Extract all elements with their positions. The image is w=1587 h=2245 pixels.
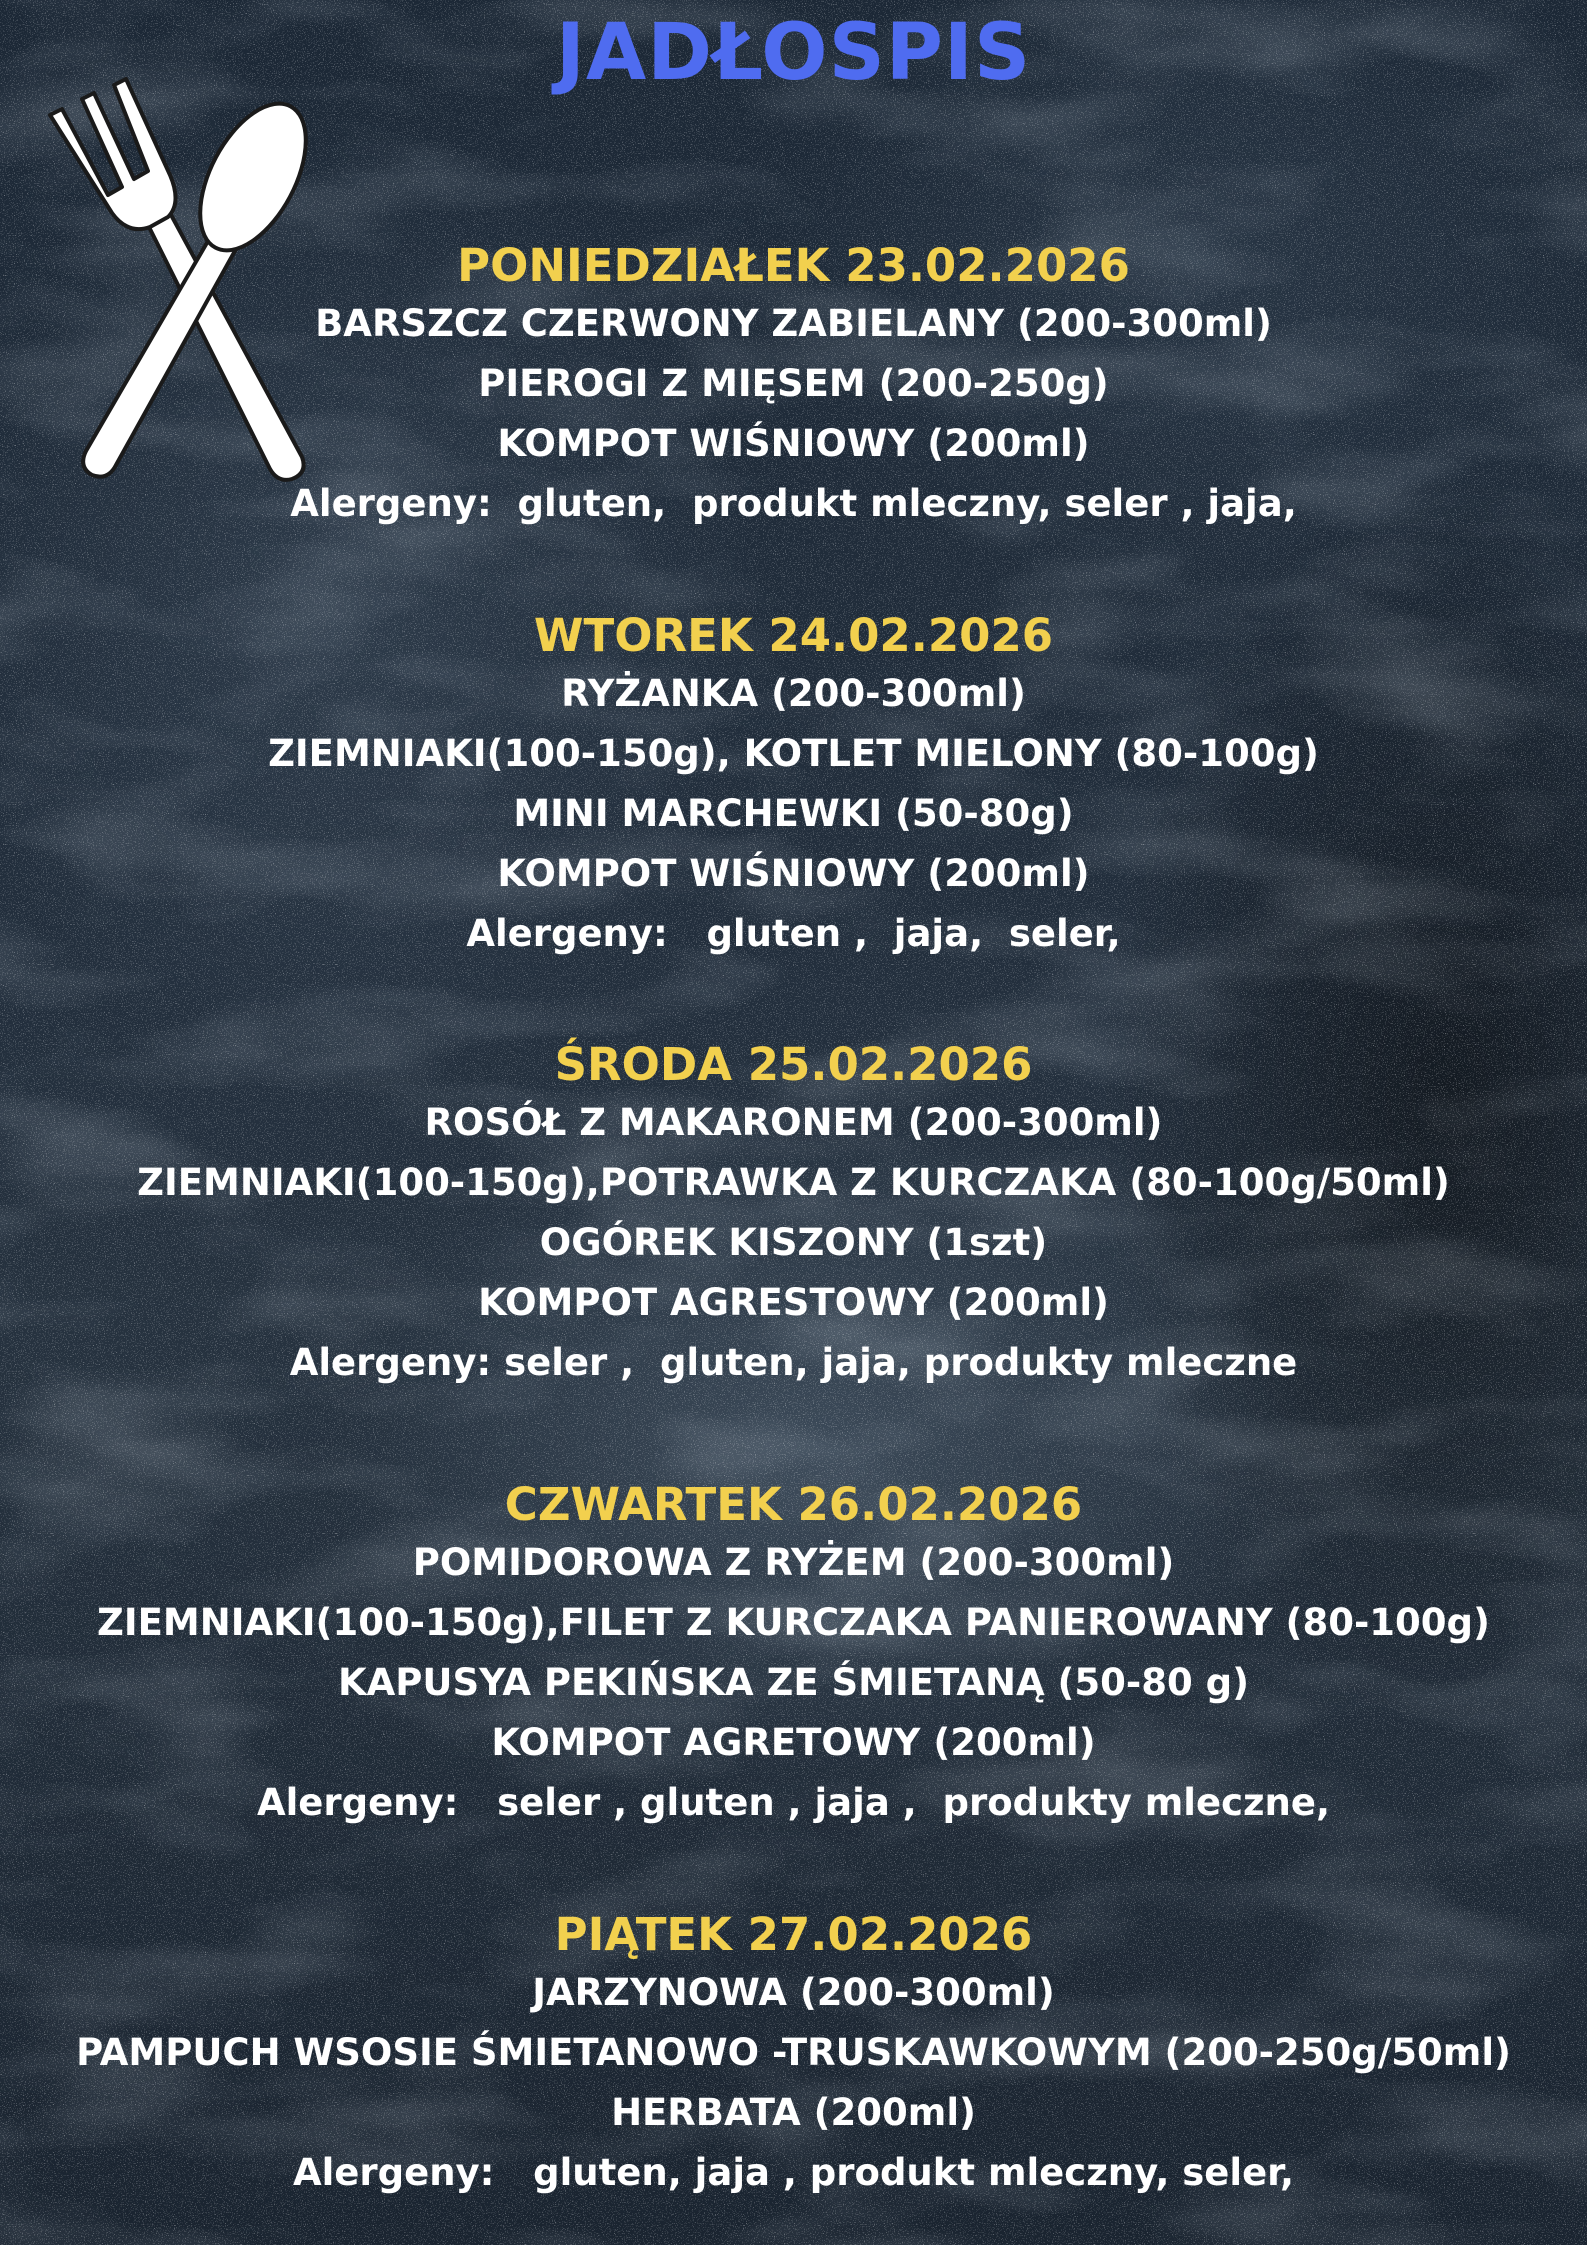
allergens-line: Alergeny: seler , gluten , jaja , produkty mleczne, bbox=[256, 1781, 1331, 1824]
dish-item: ROSÓŁ Z MAKARONEM (200-300ml) bbox=[424, 1101, 1163, 1144]
dish-item: ZIEMNIAKI(100-150g), KOTLET MIELONY (80-100g) bbox=[268, 732, 1319, 775]
dish-item: HERBATA (200ml) bbox=[611, 2091, 976, 2134]
allergens-line: Alergeny: gluten, jaja , produkt mleczny, seler, bbox=[292, 2151, 1295, 2194]
allergens-line: Alergeny: gluten , jaja, seler, bbox=[466, 912, 1121, 955]
dish-item: OGÓREK KISZONY (1szt) bbox=[539, 1221, 1048, 1264]
page-title: JADŁOSPIS bbox=[555, 8, 1032, 98]
day-heading: PIĄTEK 27.02.2026 bbox=[554, 1908, 1033, 1961]
dish-item: KOMPOT WIŚNIOWY (200ml) bbox=[497, 852, 1090, 895]
day-heading: PONIEDZIAŁEK 23.02.2026 bbox=[457, 239, 1130, 292]
allergens-line: Alergeny: seler , gluten, jaja, produkty mleczne bbox=[289, 1341, 1298, 1384]
day-heading: CZWARTEK 26.02.2026 bbox=[504, 1478, 1083, 1531]
dish-item: MINI MARCHEWKI (50-80g) bbox=[513, 792, 1074, 835]
dish-item: KOMPOT AGRESTOWY (200ml) bbox=[478, 1281, 1109, 1324]
dish-item: JARZYNOWA (200-300ml) bbox=[532, 1971, 1055, 2014]
day-section-wednesday bbox=[0, 1037, 1587, 1393]
dish-item: KOMPOT AGRETOWY (200ml) bbox=[491, 1721, 1096, 1764]
allergens-line: Alergeny: gluten, produkt mleczny, seler , jaja, bbox=[290, 482, 1297, 525]
dish-item: BARSZCZ CZERWONY ZABIELANY (200-300ml) bbox=[315, 302, 1272, 345]
day-section-thursday bbox=[0, 1477, 1587, 1833]
day-section-monday bbox=[0, 238, 1587, 534]
dish-item: RYŻANKA (200-300ml) bbox=[561, 672, 1026, 715]
dish-item: ZIEMNIAKI(100-150g),FILET Z KURCZAKA PANIEROWANY (80-100g) bbox=[97, 1601, 1490, 1644]
day-heading: WTOREK 24.02.2026 bbox=[533, 609, 1054, 662]
dish-item: ZIEMNIAKI(100-150g),POTRAWKA Z KURCZAKA (80-100g/50ml) bbox=[137, 1161, 1450, 1204]
dish-item: PIEROGI Z MIĘSEM (200-250g) bbox=[478, 362, 1109, 405]
dish-item: KOMPOT WIŚNIOWY (200ml) bbox=[497, 422, 1090, 465]
dish-item: PAMPUCH WSOSIE ŚMIETANOWO -TRUSKAWKOWYM (200-250g/50ml) bbox=[76, 2031, 1511, 2074]
day-heading: ŚRODA 25.02.2026 bbox=[554, 1038, 1033, 1091]
day-section-friday bbox=[0, 1907, 1587, 2203]
day-section-tuesday bbox=[0, 608, 1587, 964]
dish-item: KAPUSYA PEKIŃSKA ZE ŚMIETANĄ (50-80 g) bbox=[337, 1661, 1250, 1704]
dish-item: POMIDOROWA Z RYŻEM (200-300ml) bbox=[412, 1541, 1175, 1584]
